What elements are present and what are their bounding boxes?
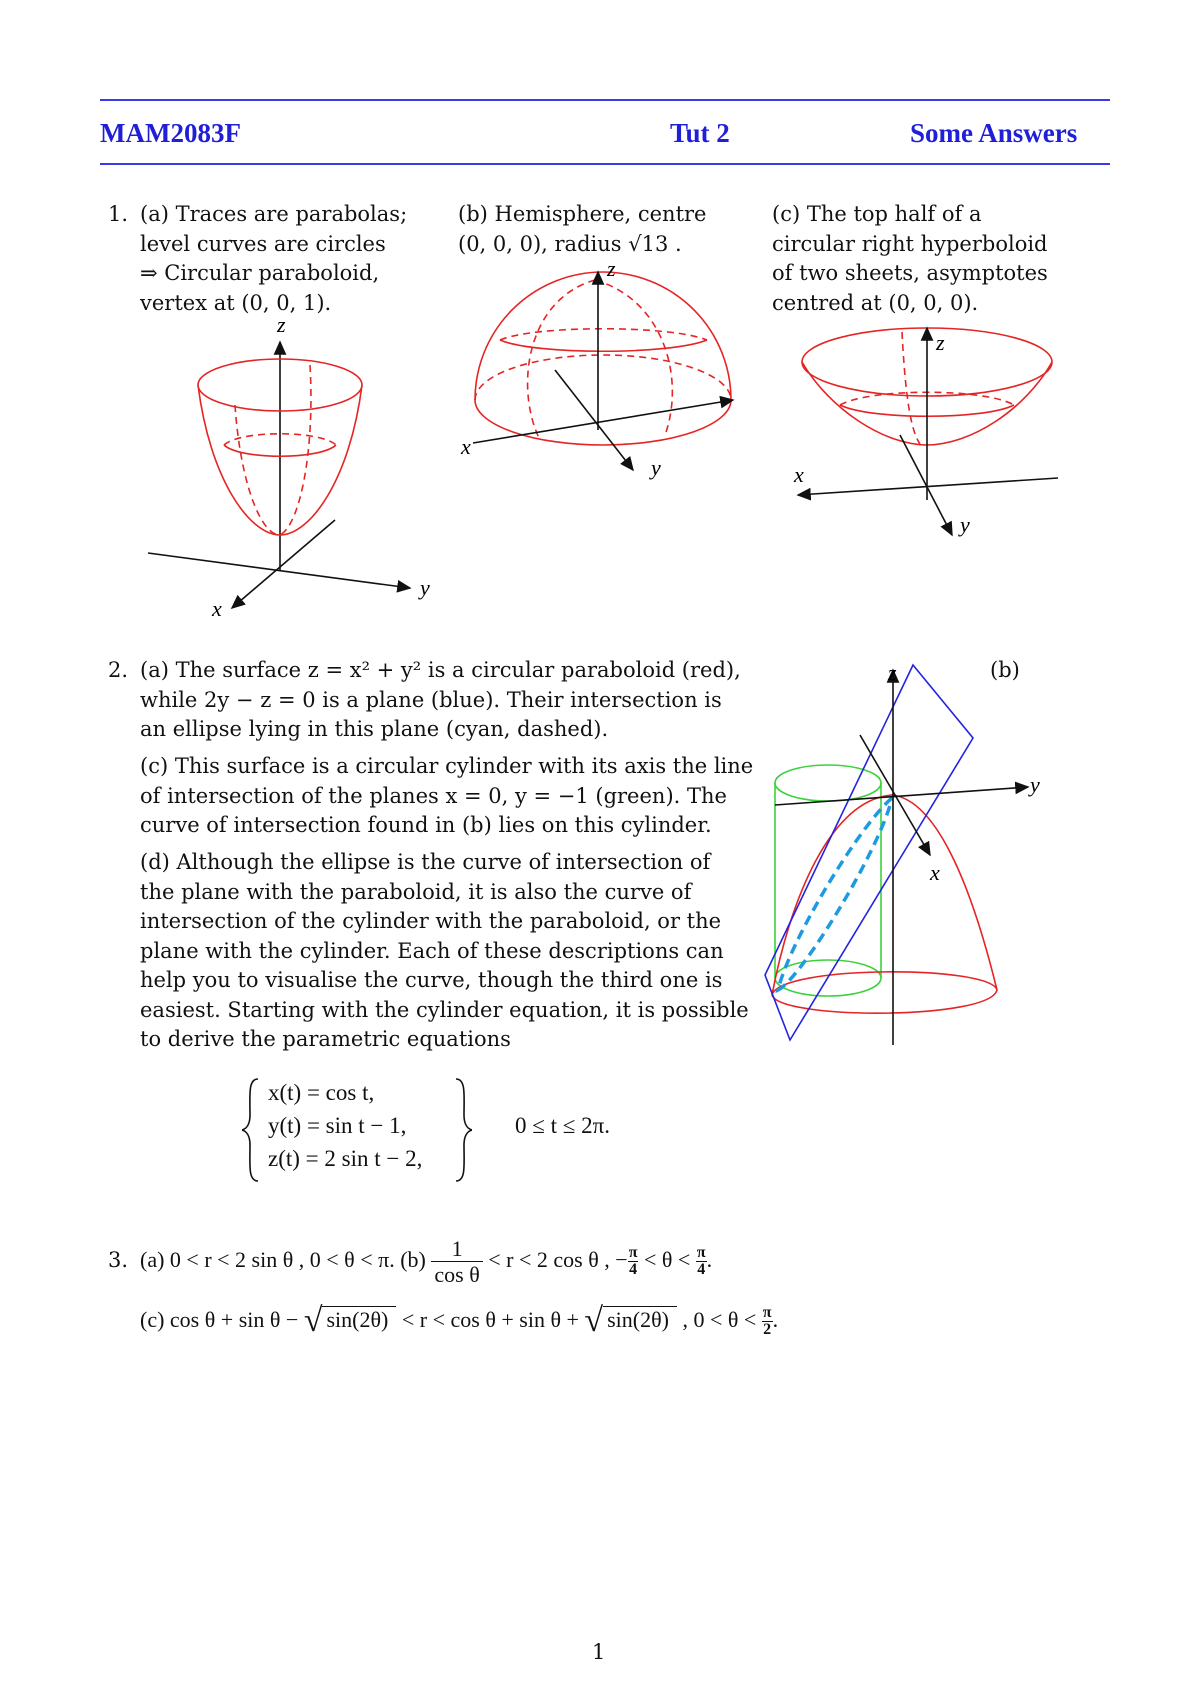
y-axis-label: y bbox=[960, 512, 970, 537]
q2-c-line: (c) This surface is a circular cylinder with its axis the line bbox=[140, 754, 754, 778]
q3-line-2 bbox=[140, 1292, 778, 1349]
q1-a-line: (a) Traces are parabolas; bbox=[140, 202, 408, 226]
header-bottom-rule bbox=[100, 163, 1110, 165]
q2-d-line: help you to visualise the curve, though the third one is bbox=[140, 968, 723, 992]
q2-d-line: to derive the parametric equations bbox=[140, 1027, 511, 1051]
q1-c-line: of two sheets, asymptotes bbox=[772, 261, 1048, 285]
q1-c-text bbox=[772, 200, 1048, 318]
q2-d-line: easiest. Starting with the cylinder equation, it is possible bbox=[140, 997, 749, 1022]
pi-symbol: π bbox=[628, 1244, 638, 1262]
q3-b-pi-over-4-upper bbox=[696, 1245, 707, 1278]
q3-c-radicand: sin(2θ) bbox=[603, 1306, 677, 1332]
equation-x: x(t) = cos t, bbox=[268, 1080, 375, 1105]
q1-a-line: ⇒ Circular paraboloid, bbox=[140, 261, 380, 285]
q1-b-text bbox=[458, 200, 706, 259]
header-top-rule bbox=[100, 99, 1110, 101]
y-axis-label: y bbox=[420, 575, 430, 600]
sqrt-sign: √ bbox=[584, 1302, 604, 1339]
intersection-figure bbox=[760, 650, 1060, 1050]
paraboloid-rim-back bbox=[772, 972, 997, 995]
q2-a-line: an ellipse lying in this plane (cyan, dashed). bbox=[140, 717, 609, 741]
x-axis-label: x bbox=[461, 434, 471, 459]
q3-b-end: . bbox=[706, 1247, 713, 1272]
q1-c-line: (c) The top half of a bbox=[772, 202, 982, 226]
q3-b-denominator: cos θ bbox=[434, 1262, 480, 1288]
q1-b-line: (b) Hemisphere, centre bbox=[458, 202, 707, 226]
cylinder-top bbox=[775, 765, 881, 801]
parameter-range: 0 ≤ t ≤ 2π. bbox=[515, 1113, 610, 1138]
q1-a-text bbox=[140, 200, 407, 318]
q2-d-line: intersection of the cylinder with the paraboloid, or the bbox=[140, 909, 722, 933]
paraboloid-inner-trace bbox=[280, 365, 311, 535]
q3-number: 3. bbox=[108, 1248, 129, 1272]
paraboloid-figure bbox=[140, 310, 450, 620]
q3-c-end: , 0 < θ < bbox=[682, 1307, 757, 1332]
q2-d-line: the plane with the paraboloid, it is also the curve of bbox=[140, 879, 692, 904]
course-code: MAM2083F bbox=[100, 118, 241, 148]
right-brace bbox=[456, 1079, 472, 1181]
sqrt-sign: √ bbox=[303, 1302, 323, 1339]
hemisphere-figure bbox=[455, 260, 745, 490]
q3-b-fraction bbox=[431, 1236, 482, 1288]
q2-c-line: of intersection of the planes x = 0, y = −1 (green). The bbox=[140, 783, 727, 808]
tutorial-number: Tut 2 bbox=[670, 118, 730, 148]
paraboloid-inner-trace bbox=[235, 405, 280, 535]
q3-c-radicand: sin(2θ) bbox=[322, 1306, 396, 1332]
left-brace bbox=[242, 1079, 258, 1181]
q3-c-prefix: (c) cos θ + sin θ − bbox=[140, 1307, 299, 1332]
q1-a-line: level curves are circles bbox=[140, 231, 386, 256]
y-axis bbox=[148, 553, 410, 588]
q3-c-mid: < r < cos θ + sin θ + bbox=[401, 1307, 579, 1332]
q3-b-suffix: < r < 2 cos θ , − bbox=[488, 1247, 628, 1272]
four: 4 bbox=[697, 1261, 706, 1279]
q2-a-line: (a) The surface z = x² + y² is a circular paraboloid (red), bbox=[140, 658, 741, 682]
hemisphere-base-back bbox=[475, 355, 731, 400]
page-title: Some Answers bbox=[910, 118, 1078, 148]
q1-a-line: vertex at (0, 0, 1). bbox=[140, 290, 332, 315]
q1-number: 1. bbox=[108, 202, 129, 226]
pi-symbol: π bbox=[762, 1304, 772, 1322]
q2-c-text bbox=[140, 752, 753, 841]
q2-d-line: plane with the cylinder. Each of these descriptions can bbox=[140, 938, 724, 963]
equation-z: z(t) = 2 sin t − 2, bbox=[268, 1146, 423, 1171]
x-axis bbox=[798, 478, 1058, 495]
q1-c-line: circular right hyperboloid bbox=[772, 231, 1048, 256]
paraboloid-rim-front bbox=[772, 990, 997, 1013]
y-axis bbox=[555, 370, 633, 470]
pi-symbol: π bbox=[696, 1244, 706, 1262]
q3-b-pi-over-4 bbox=[628, 1245, 639, 1278]
q2-number: 2. bbox=[108, 658, 129, 682]
two: 2 bbox=[763, 1321, 772, 1339]
four: 4 bbox=[629, 1261, 638, 1279]
q3-line-1 bbox=[140, 1228, 712, 1292]
y-axis-label: y bbox=[651, 455, 661, 480]
y-axis bbox=[775, 787, 1028, 805]
hyperboloid-trace bbox=[902, 332, 920, 444]
q2-a-text bbox=[140, 656, 741, 745]
z-axis-label: z bbox=[277, 312, 286, 337]
hemisphere-meridian bbox=[528, 280, 595, 440]
q3-b-mid: < θ < bbox=[643, 1247, 691, 1272]
z-axis-label: z bbox=[888, 660, 897, 685]
x-axis-label: x bbox=[930, 860, 940, 885]
hyperboloid-figure bbox=[790, 320, 1070, 540]
x-axis-label: x bbox=[212, 596, 222, 620]
q1-c-line: centred at (0, 0, 0). bbox=[772, 290, 979, 315]
x-axis-label: x bbox=[794, 462, 804, 487]
q2-a-line: while 2y − z = 0 is a plane (blue). Their intersection is bbox=[140, 687, 722, 712]
y-axis-label: y bbox=[1030, 772, 1040, 797]
q1-b-line: (0, 0, 0), radius √13 . bbox=[458, 231, 682, 256]
x-axis bbox=[473, 400, 733, 443]
q3-b-numerator: 1 bbox=[431, 1236, 482, 1262]
q3-b-prefix: (b) bbox=[400, 1247, 426, 1272]
q2-d-text bbox=[140, 848, 749, 1055]
q3-a: (a) 0 < r < 2 sin θ , 0 < θ < π. bbox=[140, 1247, 395, 1272]
page-number: 1 bbox=[592, 1640, 606, 1664]
q3-c-dot: . bbox=[772, 1307, 779, 1332]
z-axis-label: z bbox=[936, 330, 945, 355]
q2-b-label: (b) bbox=[990, 658, 1020, 682]
q3-c-pi-over-2 bbox=[762, 1305, 773, 1338]
z-axis-label: z bbox=[607, 260, 616, 281]
q2-c-line: curve of intersection found in (b) lies on this cylinder. bbox=[140, 813, 712, 837]
q2-d-line: (d) Although the ellipse is the curve of intersection of bbox=[140, 850, 711, 874]
hemisphere-latitude-back bbox=[500, 329, 707, 340]
equation-y: y(t) = sin t − 1, bbox=[268, 1113, 407, 1138]
